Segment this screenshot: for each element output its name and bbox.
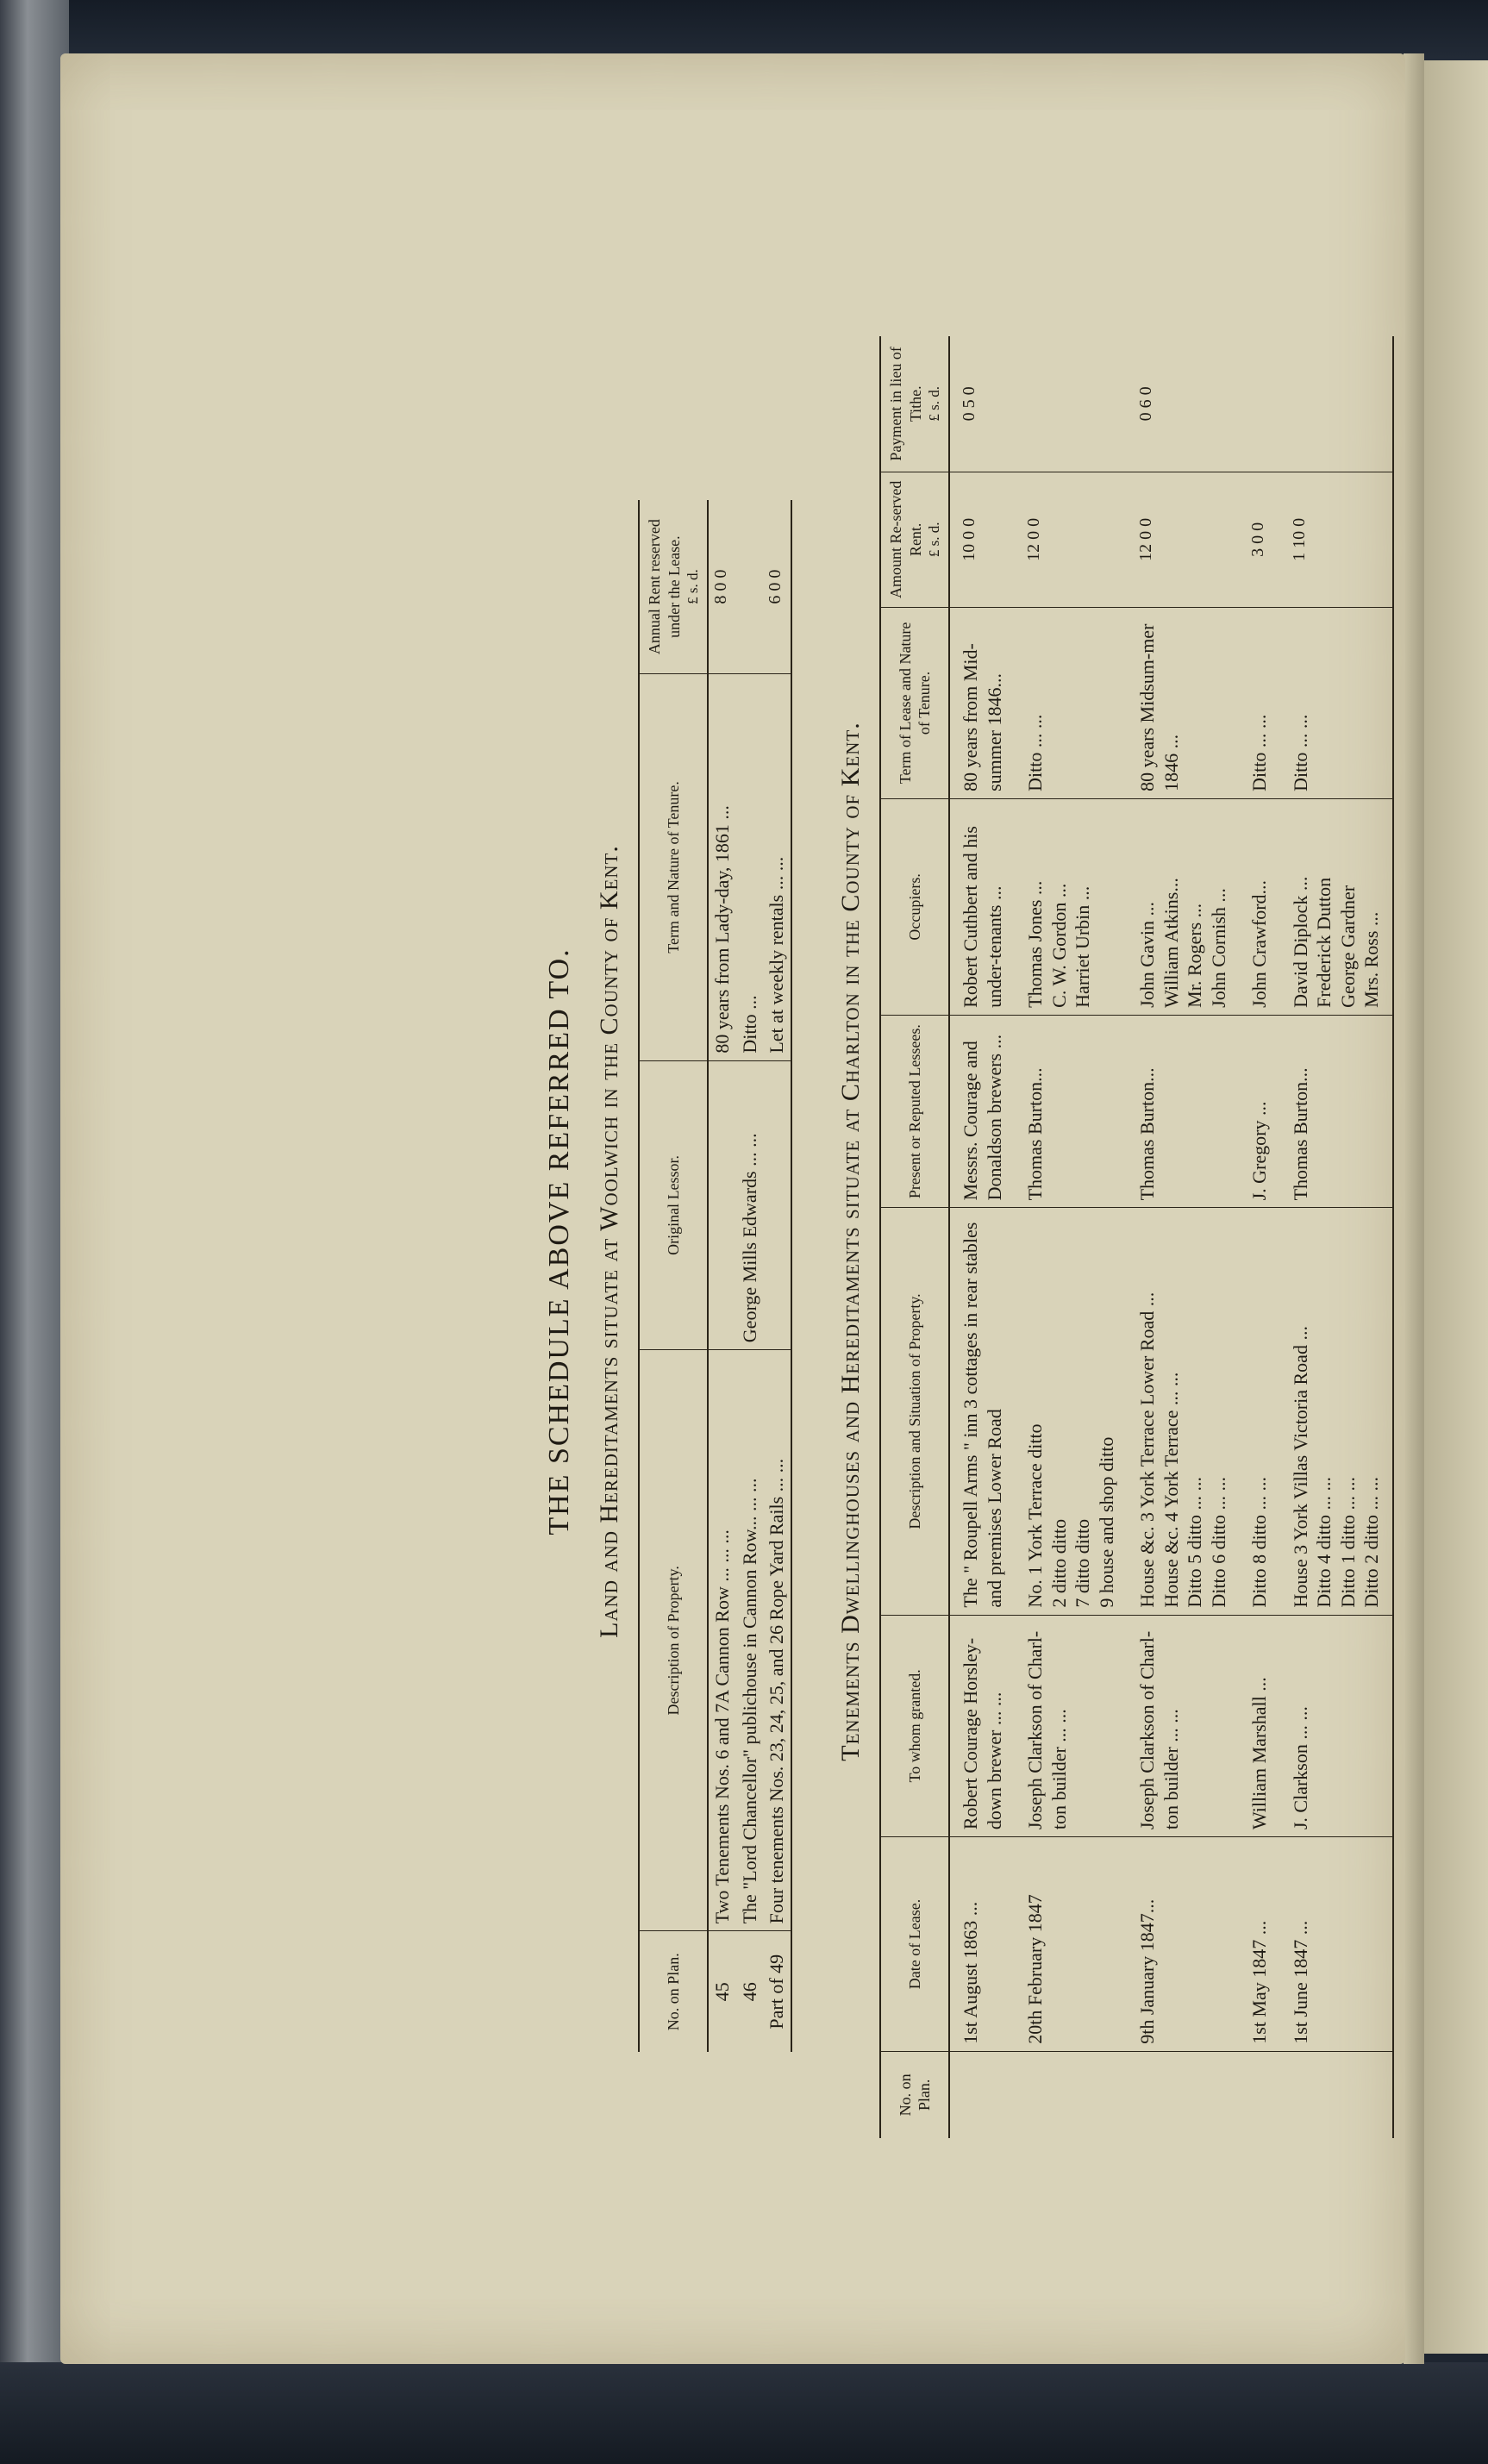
charlton-cell-plan: [949, 2051, 1015, 2138]
charlton-occupiers-line: George Gardner: [1336, 885, 1359, 1008]
charlton-description-line: No. 1 York Terrace ditto: [1024, 1423, 1047, 1608]
charlton-row: [1127, 336, 1239, 2138]
charlton-description-line: Ditto 5 ditto ... ...: [1184, 1477, 1206, 1608]
charlton-occupiers-line: Harriet Urbin ...: [1072, 885, 1094, 1008]
charlton-cell-whom: Robert Courage Horsley-down brewer ... ...: [949, 1615, 1015, 1837]
charlton-cell-date: 20th February 1847: [1015, 1837, 1127, 2052]
charlton-cell-term: Ditto ... ...: [1280, 607, 1393, 798]
charlton-cell-whom: William Marshall ...: [1239, 1615, 1280, 1837]
charlton-cell-description: [1280, 1208, 1393, 1615]
charlton-cell-occupiers: [1127, 798, 1239, 1015]
charlton-cell-rent: 12 0 0: [1127, 472, 1239, 607]
charlton-cell-lessees: Thomas Burton...: [1015, 1015, 1127, 1208]
charlton-cell-occupiers: [1015, 798, 1127, 1015]
woolwich-cell-rent: [736, 500, 764, 674]
charlton-description-line: The " Roupell Arms " inn 3 cottages in rear stables and premises Lower Road: [960, 1222, 1005, 1608]
charlton-cell-term: 80 years Midsum-mer 1846 ...: [1127, 607, 1239, 798]
charlton-cell-whom: Joseph Clarkson of Charl-ton builder ... ...: [1015, 1615, 1127, 1837]
charlton-cell-tithe: 0 5 0: [949, 336, 1015, 472]
charlton-cell-date: 1st August 1863 ...: [949, 1837, 1015, 2052]
woolwich-cell-description: The "Lord Chancellor" publichouse in Cannon Row... ... ...: [736, 1350, 764, 1931]
charlton-description-line: Ditto 4 ditto ... ...: [1313, 1477, 1335, 1608]
charlton-cell-lessees: Messrs. Courage and Donaldson brewers ...: [949, 1015, 1015, 1208]
col-plan: No. on Plan.: [639, 1931, 708, 2052]
charlton-cell-date: 1st May 1847 ...: [1239, 1837, 1280, 2052]
col-c-date: Date of Lease.: [880, 1837, 949, 2052]
schedule-title: THE SCHEDULE ABOVE REFERRED TO.: [543, 947, 575, 1535]
charlton-cell-rent: 12 0 0: [1015, 472, 1127, 607]
charlton-table: [879, 336, 1394, 2138]
col-rent: [639, 500, 708, 674]
binding-left: [0, 0, 69, 2464]
charlton-cell-lessees: Thomas Burton...: [1280, 1015, 1393, 1208]
woolwich-cell-plan: 46: [738, 1982, 760, 2002]
charlton-occupiers-line: David Diplock ...: [1289, 876, 1311, 1008]
col-c-rent-lsd: £ s. d.: [926, 522, 942, 558]
col-rent-label: Annual Rent reserved under the Lease.: [646, 519, 683, 655]
binding-bottom: [0, 2362, 1488, 2464]
charlton-cell-date: 1st June 1847 ...: [1280, 1837, 1393, 2052]
charlton-cell-plan: [1127, 2051, 1239, 2138]
charlton-cell-rent: 3 0 0: [1239, 472, 1280, 607]
woolwich-row: [763, 500, 791, 2052]
charlton-row: [1280, 336, 1393, 2138]
woolwich-cell-description: Two Tenements Nos. 6 and 7A Cannon Row ... ... ...: [708, 1350, 736, 1931]
col-c-rent: [880, 472, 949, 607]
col-lessor: Original Lessor.: [639, 1060, 708, 1350]
woolwich-cell-term: Let at weekly rentals ... ...: [763, 674, 791, 1060]
woolwich-cell-rent: 6 0 0: [763, 500, 791, 674]
col-c-occupiers: Occupiers.: [880, 798, 949, 1015]
charlton-cell-whom: J. Clarkson ... ...: [1280, 1615, 1393, 1837]
charlton-row: [949, 336, 1015, 2138]
woolwich-cell-plan: 45: [711, 1982, 734, 2002]
charlton-description-line: Ditto 2 ditto ... ...: [1360, 1477, 1383, 1608]
charlton-description-line: House &c. 3 York Terrace Lower Road ...: [1136, 1291, 1159, 1608]
charlton-description-line: 9 house and shop ditto: [1095, 1436, 1117, 1608]
charlton-cell-date: 9th January 1847...: [1127, 1837, 1239, 2052]
charlton-cell-term: Ditto ... ...: [1015, 607, 1127, 798]
col-description: Description of Property.: [639, 1350, 708, 1931]
charlton-occupiers-line: John Gavin ...: [1136, 902, 1159, 1008]
col-c-lessees: Present or Reputed Lessees.: [880, 1015, 949, 1208]
charlton-description-line: 7 ditto ditto: [1072, 1518, 1094, 1608]
charlton-row: [1015, 336, 1127, 2138]
charlton-description-line: House &c. 4 York Terrace ... ...: [1160, 1372, 1182, 1608]
charlton-occupiers-line: Thomas Jones ...: [1024, 880, 1047, 1008]
woolwich-cell-rent: 8 0 0: [708, 500, 736, 674]
woolwich-cell-term: 80 years from Lady-day, 1861 ...: [708, 674, 736, 1060]
woolwich-table: [638, 500, 792, 2052]
woolwich-cell-lessor: [708, 1060, 736, 1350]
charlton-occupiers-line: Mrs. Ross ...: [1360, 911, 1383, 1008]
charlton-cell-rent: 1 10 0: [1280, 472, 1393, 607]
woolwich-cell-term: Ditto ...: [736, 674, 764, 1060]
charlton-cell-plan: [1015, 2051, 1127, 2138]
col-c-rent-label: Amount Re-served Rent.: [887, 480, 924, 599]
charlton-cell-occupiers: [1239, 798, 1280, 1015]
woolwich-cell-plan: Part of 49: [766, 1954, 788, 2029]
woolwich-row: [708, 500, 736, 2052]
woolwich-heading: Land and Hereditaments situate at Woolwich in the County of Kent.: [595, 845, 623, 1638]
charlton-occupiers-line: Robert Cuthbert and his under-tenants ...: [960, 826, 1005, 1008]
charlton-cell-description: [949, 1208, 1015, 1615]
charlton-cell-tithe: [1239, 336, 1280, 472]
charlton-cell-term: Ditto ... ...: [1239, 607, 1280, 798]
col-c-description: Description and Situation of Property.: [880, 1208, 949, 1615]
col-c-tithe: [880, 336, 949, 472]
charlton-cell-tithe: [1015, 336, 1127, 472]
woolwich-cell-description: Four tenements Nos. 23, 24, 25, and 26 Rope Yard Rails ... ...: [763, 1350, 791, 1931]
col-rent-lsd: £ s. d.: [685, 569, 701, 604]
charlton-cell-rent: 10 0 0: [949, 472, 1015, 607]
woolwich-row: [736, 500, 764, 2052]
charlton-description-line: Ditto 1 ditto ... ...: [1336, 1477, 1359, 1608]
charlton-cell-tithe: [1280, 336, 1393, 472]
charlton-occupiers-line: C. W. Gordon ...: [1047, 883, 1070, 1008]
col-c-term: Term of Lease and Nature of Tenure.: [880, 607, 949, 798]
charlton-occupiers-line: William Atkins...: [1160, 878, 1182, 1008]
woolwich-cell-lessor: George Mills Edwards ... ...: [736, 1060, 764, 1350]
charlton-cell-tithe: 0 6 0: [1127, 336, 1239, 472]
charlton-cell-occupiers: [1280, 798, 1393, 1015]
charlton-cell-description: [1239, 1208, 1280, 1615]
charlton-cell-plan: [1239, 2051, 1280, 2138]
col-c-plan: No. on Plan.: [880, 2051, 949, 2138]
charlton-heading: Tenements Dwellinghouses and Hereditaments situate at Charlton in the County of Kent.: [836, 722, 865, 1761]
charlton-row: [1239, 336, 1280, 2138]
charlton-cell-occupiers: [949, 798, 1015, 1015]
charlton-occupiers-line: John Crawford...: [1248, 879, 1271, 1008]
charlton-cell-whom: Joseph Clarkson of Charl-ton builder ... ...: [1127, 1615, 1239, 1837]
charlton-description-line: Ditto 6 ditto ... ...: [1207, 1477, 1229, 1608]
col-c-tithe-label: Payment in lieu of Tithe.: [887, 347, 924, 461]
col-c-tithe-lsd: £ s. d.: [926, 386, 942, 422]
charlton-description-line: 2 ditto ditto: [1047, 1518, 1070, 1608]
charlton-cell-lessees: Thomas Burton...: [1127, 1015, 1239, 1208]
page-fore-edge: [1404, 53, 1424, 2364]
rotated-schedule: [78, 310, 1383, 2173]
woolwich-cell-lessor: [763, 1060, 791, 1350]
charlton-cell-term: 80 years from Mid-summer 1846...: [949, 607, 1015, 798]
col-term: Term and Nature of Tenure.: [639, 674, 708, 1060]
next-page-edge: [1422, 60, 1488, 2354]
charlton-cell-plan: [1280, 2051, 1393, 2138]
col-c-whom: To whom granted.: [880, 1615, 949, 1837]
charlton-occupiers-line: John Cornish ...: [1207, 888, 1229, 1008]
charlton-description-line: House 3 York Villas Victoria Road ...: [1289, 1326, 1311, 1608]
charlton-cell-description: [1127, 1208, 1239, 1615]
charlton-occupiers-line: Frederick Dutton: [1313, 877, 1335, 1008]
charlton-cell-lessees: J. Gregory ...: [1239, 1015, 1280, 1208]
charlton-occupiers-line: Mr. Rogers ...: [1184, 903, 1206, 1008]
charlton-description-line: Ditto 8 ditto ... ...: [1248, 1477, 1271, 1608]
charlton-cell-description: [1015, 1208, 1127, 1615]
